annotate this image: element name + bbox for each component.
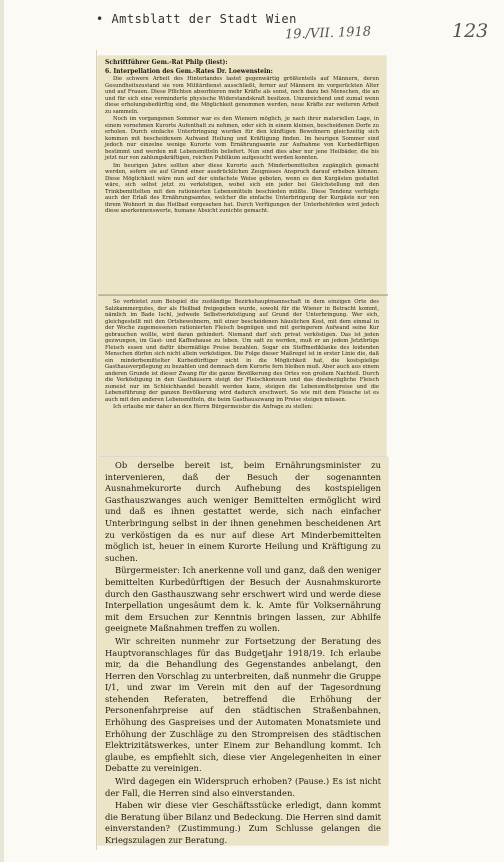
clipping-paragraph: Noch im vorgangenen Sommer war es den Wienern möglich, je nach ihrer materiellen Lage, in einem vornehmen Kurorte Aufenthalt zu nehmen, oder sich in einem kleinen, bescheidenen Dorfe zu erholen. Durch einfache Unterbringung wurden für den künftigen Bewohnern gleichzeitig sich kommen mit bescheidenem Aufwand Heilung und Kräftigung finden. Im heurigen Sommer sind jedoch nur einzelne wenige Kurorte vom Ernährungsamte zur Aufnahme von Kurbedürftigen bestimmt und werden mit Lebensmitteln beliefert. Nun sind dies aber nur jene Heilbäder, die bis jetzt nur von zahlungskräftigen, reichen Publikum aufgesucht werden konnten. xyxy=(105,116,379,161)
clipping-paragraph: Ich erlaube mir daher an den Herrn Bürgermeister die Anfrage zu stellen: xyxy=(113,404,313,410)
handwritten-page-number: 123 xyxy=(452,20,489,42)
page-edge xyxy=(0,0,4,862)
clipping-paragraph: Im heurigen Jahre sollten aber diese Kurorte auch Minderbemittelten zugänglich gemacht werden, sofern sie auf Grund einer ausdrücklichen Zeugnisses Anspruch darauf erheben können. Diese Möglichkeit wäre nun auf der einfachste Weise geboten, wenn es den Kurgästen gestattet wäre, sich selbst jetzt zu verköstigen, wobei sich ein jeder bei Gleichstellung mit den Trinkbemittelten mit den rationierten Lebensmitteln beschieden müßte. Diese Tendenz verfolgte auch der Erlaß des Ernährungsamtes, welcher die einfache Unterbringung der Kurgäste nur von ihrem Wohnort in das Heilbad vorgesehen hat. Durch Verfügungen der Unterbehörden wird jedoch diese anerkennenswerte, humane Absicht zunichte gemacht. xyxy=(105,162,379,214)
page-fold-line xyxy=(96,50,97,850)
newspaper-clipping-interpellation xyxy=(98,56,386,294)
clipping-paragraph: Wird dagegen ein Widerspruch erhoben? (Pause.) Es ist nicht der Fall, die Herren sind also einverstanden. xyxy=(105,776,381,798)
handwritten-date: 19./VII. 1918 xyxy=(284,24,372,43)
newspaper-clipping-continuation xyxy=(98,296,386,456)
clipping-heading-speaker: Schriftführer Gem.-Rat Philp (liest): xyxy=(105,59,228,66)
clipping-paragraph: Bürgermeister: Ich anerkenne voll und ganz, daß den weniger bemittelten Kurbedürftigen der Besuch der Ausnahmskurorte durch den Gasthauszwang sehr erschwert wird und werde diese Interpellation ungesäumt dem k. k. Amte für Volksernährung mit dem Ersuchen zur Kenntnis bringen lassen, zur Abhilfe geeignete Maßnahmen treffen zu wollen. xyxy=(105,565,381,634)
clipping-paragraph: Die schwere Arbeit des Hinterlandes lastet gegenwärtig größtenteils auf Männern, deren Gesundheitszustand sie vom Militärdienst ausschließt, ferner auf Männern im vorgerückten Alter und auf Frauen. Diese Pflichten absorbieren mehr Kräfte als sonst, noch dazu bei Menschen, die an und für sich eine verminderte physische Widerstandskraft besitzen. Unzureichend und zumal wenn diese erholungsbedürftig sind, die Möglichkeit genommen werden, neue Kräfte zur weiteren Arbeit zu sammeln. xyxy=(105,76,379,115)
newspaper-clipping-response xyxy=(98,457,388,845)
clipping-paragraph: Haben wir diese vier Geschäftsstücke erledigt, dann kommt die Beratung über Bilanz und Bedeckung. Die Herren sind damit einverstanden? (Zustimmung.) Zum Schlusse gelangen die Kriegszulagen zur Beratung. xyxy=(105,800,381,845)
clipping-heading-interpellation: 6. Interpellation des Gem.-Rates Dr. Loewenstein: xyxy=(105,67,273,75)
publication-header: • Amtsblatt der Stadt Wien xyxy=(96,12,297,26)
clipping-paragraph: So verbietet zum Beispiel die zuständige Bezirkshauptmannschaft in dem einzigen Orte des Salzkammergutes, der als Heilbad freigegeben wurde, sowohl für die Wiener in Betracht kommt, nämlich im Bade Ischl, jedwede Selbstverköstigung auf Grund der Unterbringung. Wer sich, gleichgestellt mit den Ortsbewohnern, mit einer bescheidenen häuslichen Kost, mit dem einmal in der Woche zugemessenen rationierten Fleisch begnügen und mit geringerem Aufwand seine Kur gebrauchen wollte, wird daran gehindert. Niemand darf sich privat verköstigen. Das ist jeden gezwungen, im Gast- und Kaffeehause zu leben. Um satt zu werden, muß er an jedem Jetztbrüge Fleisch essen und dafür übermäßige Preise bezahlen. Sogar ein Steffmediklanke des leidenden Menschen dürfen sich nicht allein verköstigen. Die Folge dieser Maßregel ist in erster Linie die, daß ein minderbemittelter Kurbedürftiger nicht in die Möglichkeit hat, die kostspielige Gasthausverpflegung zu bezahlen und demnach dem Kurorte fern bleiben muß. Aber auch aus einem anderen Grunde ist dieser Zwang für die ganze Bevölkerung des Ortes von großem Nachteil. Durch die Verköstigung in den Gasthäusern steigt der Fleischkonsum und das diesbezügliche Fleisch zumeist nur im Schleichhandel bezahlt werden kann, steigen die Lebensmittelpreise und die Lebensführung der ganzen Bevölkerung wird dadurch erschwert. So wie mit dem Fleische ist es auch mit den anderen Lebensmitteln, die beim Gasthauszwang im Preise steigen müssen. xyxy=(105,299,379,403)
clipping-paragraph: Ob derselbe bereit ist, beim Ernährungsminister zu intervenieren, daß der Besuch der sogenannten Ausnahmekurorte durch Aufhebung des kostspieligen Gasthauszwanges auch weniger Bemittelten ermöglicht wird und daß es ihnen gestattet werde, sich nach einfacher Unterbringung selbst in der ihnen genehmen bescheidenen Art zu verköstigen da es nur auf diese Art Minderbemittelten möglich ist, heuer in einem Kurorte Heilung und Kräftigung zu suchen. xyxy=(105,460,381,563)
clipping-paragraph: Wir schreiten nunmehr zur Fortsetzung der Beratung des Hauptvoranschlages für das Budgetjahr 1918/19. Ich erlaube mir, da die Behandlung des Gegenstandes anbelangt, den Herren den Vorschlag zu unterbreiten, daß nunmehr die Gruppe I/1, und zwar im Verein mit den auf der Tagesordnung stehenden Referaten, betreffend die Erhöhung der Personenfahrpreise auf den städtischen Straßenbahnen, Erhöhung des Gaspreises und der Automaten Monatsmiete und Erhöhung der Zuschläge zu den Strompreisen des städtischen Elektrizitätswerkes, unter Einem zur Behandlung kommt. Ich glaube, es empfiehlt sich, diese vier Angelegenheiten in einer Debatte zu vereinigen. xyxy=(105,635,381,774)
